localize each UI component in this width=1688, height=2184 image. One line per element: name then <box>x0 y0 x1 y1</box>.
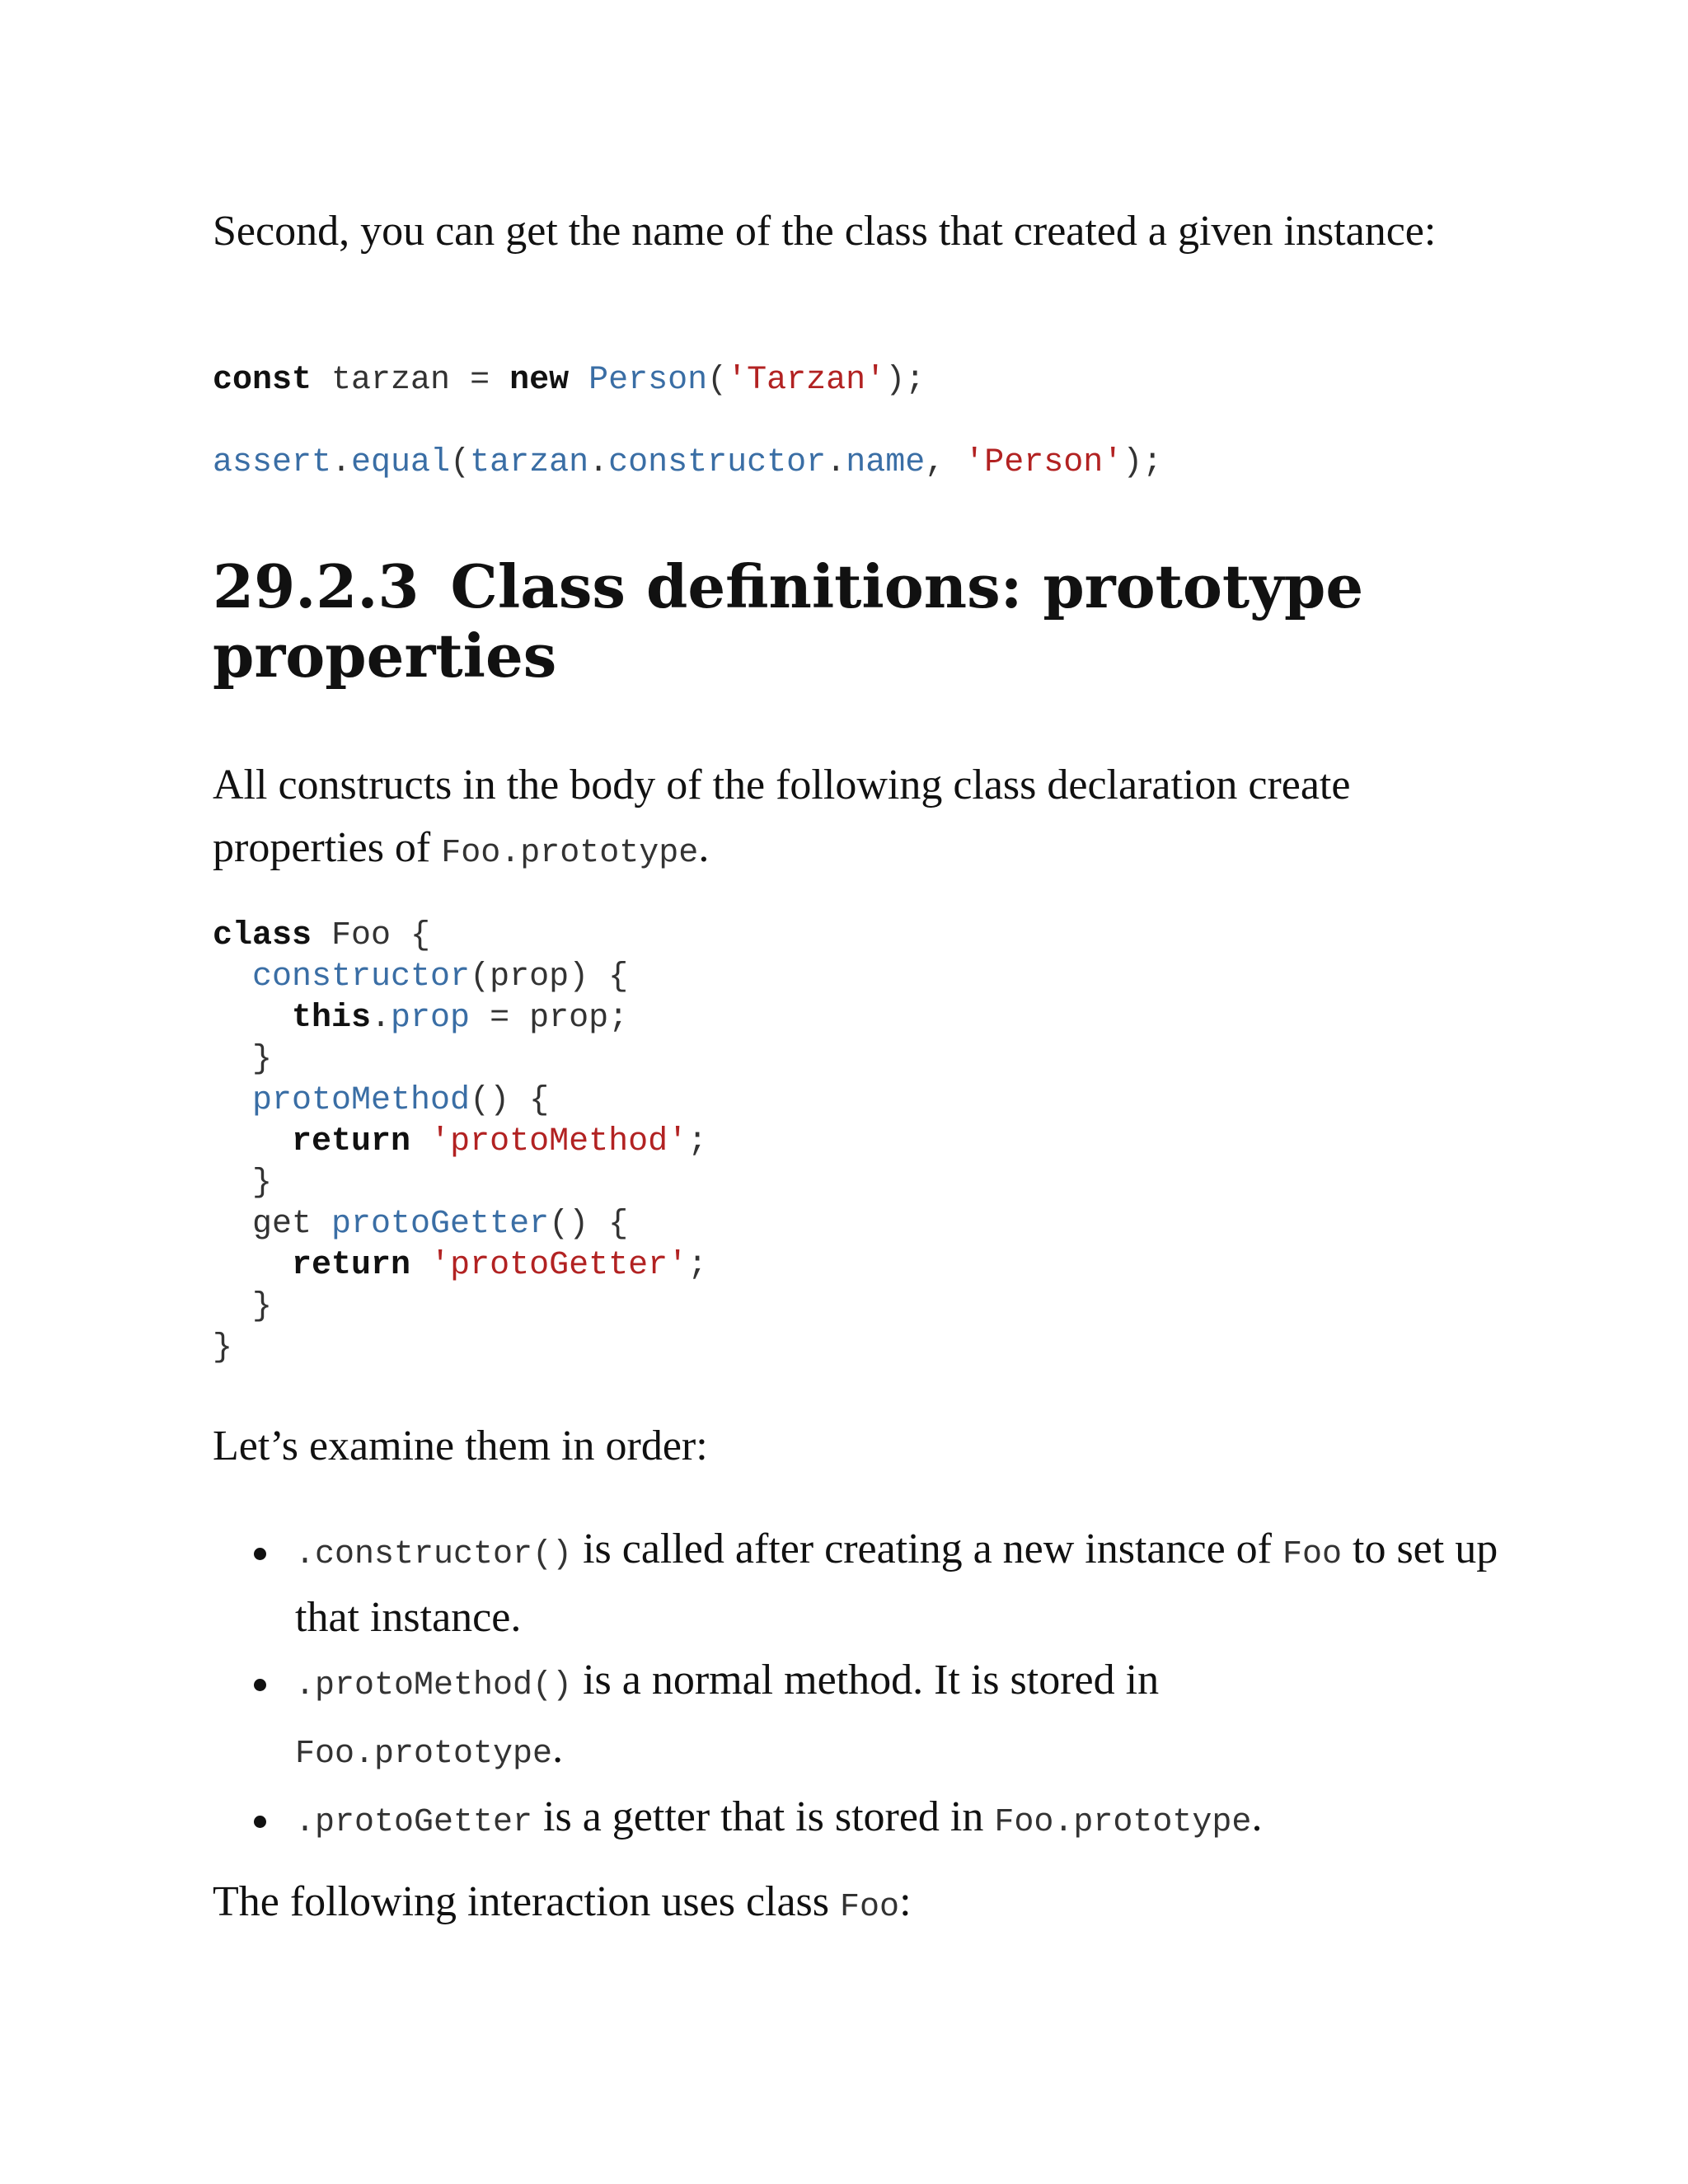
list-item <box>213 1518 1498 1649</box>
list-item-text: . <box>1251 1793 1263 1840</box>
paragraph-examine <box>213 1415 1498 1478</box>
code-identifier: assert <box>213 444 332 481</box>
para-text: The following interaction uses class <box>213 1878 841 1925</box>
code-identifier: constructor <box>608 444 827 481</box>
intro-text: Second, you can get the name of the class that created a given instance: <box>213 208 1437 255</box>
code-line <box>213 957 707 998</box>
code-text: } <box>213 1165 273 1202</box>
code-line <box>213 1039 707 1080</box>
section-title: Class definitions: prototype properties <box>213 551 1364 691</box>
para-text: : <box>899 1878 912 1925</box>
code-keyword: const <box>213 362 312 399</box>
code-identifier: tarzan <box>470 444 589 481</box>
section-number: 29.2.3 <box>213 551 420 621</box>
inline-code: Foo.prototype <box>441 835 699 872</box>
code-text: (prop) { <box>470 958 629 996</box>
code-keyword: new <box>509 362 570 399</box>
code-text <box>410 1123 430 1160</box>
code-text: . <box>826 444 846 481</box>
code-text: ; <box>687 1247 708 1284</box>
inline-code: Foo <box>1282 1536 1342 1573</box>
code-text: () { <box>470 1082 550 1119</box>
code-identifier: prop <box>391 1000 471 1037</box>
code-identifier: protoMethod <box>252 1082 471 1119</box>
code-text: } <box>213 1041 273 1078</box>
code-text: get <box>213 1206 332 1243</box>
code-string: 'protoGetter' <box>430 1247 688 1284</box>
code-indent <box>213 1082 252 1119</box>
code-text <box>410 1247 430 1284</box>
bullet-list <box>213 1518 1498 1854</box>
para-text: . <box>698 824 710 871</box>
code-text: . <box>331 444 352 481</box>
code-line <box>213 1204 707 1245</box>
inline-code: Foo.prototype <box>295 1736 553 1773</box>
list-item-text: is called after creating a new instance of <box>572 1526 1282 1572</box>
code-line <box>213 1163 707 1204</box>
code-line <box>213 916 707 957</box>
list-item-text: to set up that instance. <box>295 1526 1498 1641</box>
list-item-text: is a normal method. It is stored in <box>572 1657 1160 1704</box>
code-string: 'Tarzan' <box>727 362 886 399</box>
code-line <box>213 1328 707 1369</box>
inline-code: .protoMethod() <box>295 1667 573 1704</box>
code-text: ); <box>885 362 926 399</box>
bullet-icon <box>254 1548 266 1560</box>
code-keyword: class <box>213 917 312 954</box>
code-text: = prop; <box>470 1000 629 1037</box>
list-item-text: . <box>552 1725 564 1772</box>
list-item-text: is a getter that is stored in <box>532 1793 995 1840</box>
code-keyword: return <box>292 1247 411 1284</box>
code-text: ; <box>687 1123 708 1160</box>
code-line <box>213 1286 707 1328</box>
code-identifier: protoGetter <box>331 1206 550 1243</box>
code-text: Foo { <box>312 917 431 954</box>
code-line <box>213 360 1162 401</box>
code-text: ( <box>450 444 471 481</box>
code-line <box>213 1080 707 1122</box>
code-keyword: return <box>292 1123 411 1160</box>
bullet-icon <box>254 1816 266 1828</box>
code-identifier: constructor <box>252 958 471 996</box>
para-text: Let’s examine them in order: <box>213 1422 708 1469</box>
code-text: ); <box>1123 444 1163 481</box>
code-indent <box>213 958 252 996</box>
bullet-icon <box>254 1679 266 1691</box>
code-keyword: this <box>292 1000 372 1037</box>
para-text: All constructs in the body of the following class declaration create properties of <box>213 762 1351 871</box>
code-identifier: equal <box>351 444 451 481</box>
code-indent <box>213 1000 292 1037</box>
code-line-blank <box>213 401 1162 443</box>
intro-paragraph <box>213 200 1498 263</box>
code-block-class-foo <box>213 916 707 1369</box>
code-text: } <box>213 1288 273 1325</box>
code-text: () { <box>549 1206 629 1243</box>
code-text: . <box>371 1000 392 1037</box>
code-block-tarzan <box>213 360 1162 484</box>
code-line <box>213 443 1162 484</box>
code-string: 'Person' <box>964 444 1123 481</box>
code-identifier: Person <box>588 362 708 399</box>
code-identifier: name <box>846 444 926 481</box>
code-indent <box>213 1123 292 1160</box>
paragraph-interaction <box>213 1871 1498 1939</box>
code-text: . <box>588 444 609 481</box>
list-item <box>213 1649 1498 1786</box>
inline-code: Foo.prototype <box>994 1804 1252 1841</box>
code-string: 'protoMethod' <box>430 1123 688 1160</box>
code-line <box>213 998 707 1039</box>
code-text: , <box>925 444 965 481</box>
inline-code: .protoGetter <box>295 1804 533 1841</box>
inline-code: Foo <box>840 1889 900 1926</box>
code-text: } <box>213 1329 233 1366</box>
code-text <box>569 362 588 399</box>
section-heading <box>213 552 1498 691</box>
code-text: ( <box>707 362 728 399</box>
code-indent <box>213 1247 292 1284</box>
list-item <box>213 1786 1498 1854</box>
code-line <box>213 1122 707 1163</box>
code-text: tarzan = <box>312 362 510 399</box>
code-line <box>213 1245 707 1286</box>
paragraph-constructs <box>213 754 1498 885</box>
inline-code: .constructor() <box>295 1536 573 1573</box>
